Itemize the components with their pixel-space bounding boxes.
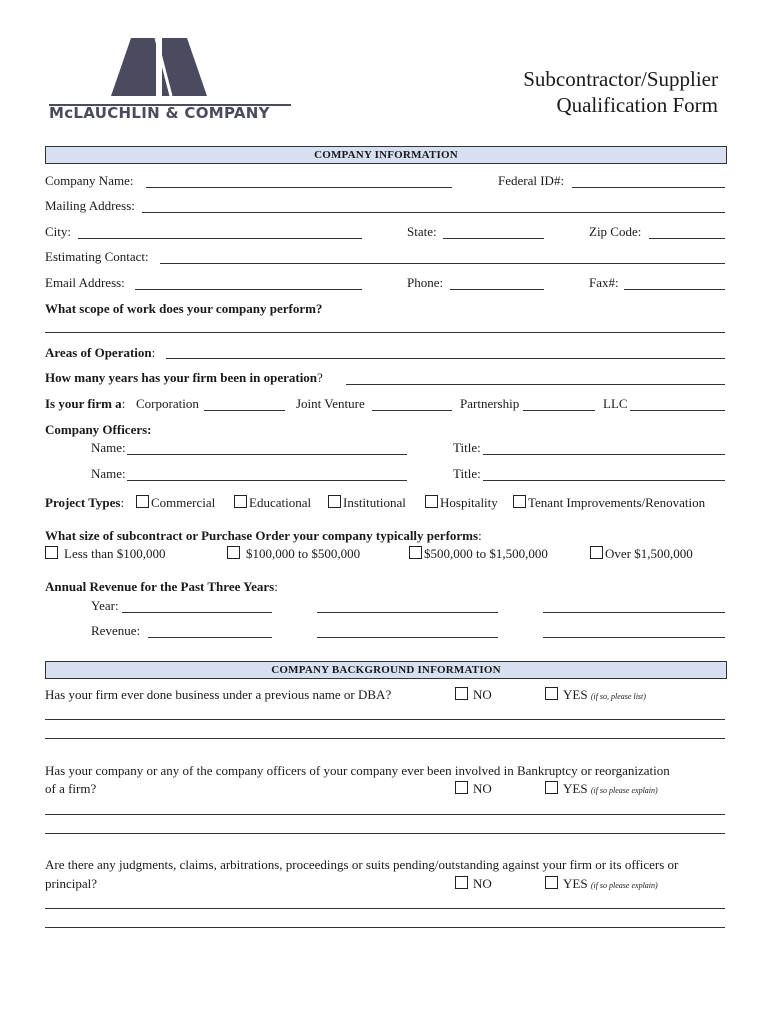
state-field[interactable] <box>443 238 544 239</box>
judgments-question-line1: Are there any judgments, claims, arbitrations, proceedings or suits pending/outstanding against your firm or its officers or <box>45 857 679 872</box>
firm-type-partnership: Partnership <box>460 396 520 411</box>
size-500k-1500k[interactable] <box>409 546 548 562</box>
firm-type-joint-venture-field[interactable] <box>372 410 452 411</box>
city-label: City: <box>45 224 72 239</box>
checkbox-label: NO <box>473 687 492 702</box>
firm-type-label: Is your firm a <box>45 396 122 411</box>
areas-field[interactable] <box>166 358 725 359</box>
officer-2-name-label: Name: <box>91 466 126 481</box>
colon: : <box>121 396 126 411</box>
officer-2-title-field[interactable] <box>483 480 725 481</box>
checkbox-label: $100,000 to $500,000 <box>246 546 361 561</box>
company-name-field[interactable] <box>146 187 452 188</box>
project-type-institutional[interactable] <box>328 495 406 511</box>
project-type-tenant-improvements[interactable] <box>513 495 705 511</box>
revenue-year-1-field[interactable] <box>122 612 272 613</box>
firm-type-llc: LLC <box>603 396 628 411</box>
judgments-question-line2: principal? <box>45 876 97 891</box>
firm-type-question <box>45 396 125 412</box>
firm-type-llc-field[interactable] <box>630 410 725 411</box>
federal-id-label: Federal ID#: <box>498 173 565 188</box>
colon: : <box>120 495 125 510</box>
officer-2-title-label: Title: <box>453 466 481 481</box>
project-types-label: Project Types <box>45 495 121 510</box>
checkbox-label: Less than $100,000 <box>64 546 166 561</box>
prev-name-no[interactable] <box>455 687 492 703</box>
hint-text: (if so please explain) <box>590 881 658 890</box>
checkbox-label: Hospitality <box>440 495 498 510</box>
section-company-background: COMPANY BACKGROUND INFORMATION <box>45 661 727 679</box>
checkbox[interactable] <box>136 495 149 508</box>
checkbox[interactable] <box>227 546 240 559</box>
checkbox[interactable] <box>455 876 468 889</box>
years-question <box>45 370 323 386</box>
estimating-contact-field[interactable] <box>160 263 725 264</box>
colon: : <box>478 528 482 543</box>
checkbox-label: Educational <box>249 495 312 510</box>
checkbox[interactable] <box>545 781 558 794</box>
years-label: How many years has your firm been in operation <box>45 370 318 385</box>
checkbox[interactable] <box>45 546 58 559</box>
fax-label: Fax#: <box>589 275 619 290</box>
city-field[interactable] <box>78 238 362 239</box>
checkbox[interactable] <box>234 495 247 508</box>
checkbox-label: YES <box>563 687 588 702</box>
revenue-label: Annual Revenue for the Past Three Years <box>45 579 275 594</box>
bankruptcy-yes[interactable] <box>545 781 658 797</box>
phone-label: Phone: <box>407 275 444 290</box>
state-label: State: <box>407 224 437 239</box>
hint-text: (if so please explain) <box>590 786 658 795</box>
form-title <box>523 66 718 118</box>
size-label: What size of subcontract or Purchase Order your company typically performs <box>45 528 479 543</box>
prev-name-question: Has your firm ever done business under a previous name or DBA? <box>45 687 392 702</box>
officer-2-name-field[interactable] <box>127 480 407 481</box>
revenue-year-2-field[interactable] <box>317 612 498 613</box>
zip-field[interactable] <box>649 238 725 239</box>
checkbox[interactable] <box>328 495 341 508</box>
prev-name-field-2[interactable] <box>45 738 725 739</box>
size-less-than-100k[interactable] <box>45 546 165 562</box>
form-title-line1: Subcontractor/Supplier <box>523 67 718 91</box>
officer-1-title-label: Title: <box>453 440 481 455</box>
project-type-commercial[interactable] <box>136 495 215 511</box>
checkbox[interactable] <box>545 876 558 889</box>
checkbox[interactable] <box>590 546 603 559</box>
federal-id-field[interactable] <box>572 187 725 188</box>
scope-field[interactable] <box>45 332 725 333</box>
revenue-amount-label: Revenue: <box>91 623 141 638</box>
years-field[interactable] <box>346 384 725 385</box>
prev-name-field-1[interactable] <box>45 719 725 720</box>
bankruptcy-field-1[interactable] <box>45 814 725 815</box>
areas-question <box>45 345 155 361</box>
checkbox-label: YES <box>563 781 588 796</box>
firm-type-partnership-field[interactable] <box>523 410 595 411</box>
email-field[interactable] <box>135 289 362 290</box>
firm-type-joint-venture: Joint Venture <box>296 396 365 411</box>
project-types-question <box>45 495 124 511</box>
revenue-amount-1-field[interactable] <box>148 637 272 638</box>
judgments-field-1[interactable] <box>45 908 725 909</box>
revenue-year-label: Year: <box>91 598 119 613</box>
checkbox[interactable] <box>545 687 558 700</box>
phone-field[interactable] <box>450 289 544 290</box>
prev-name-yes[interactable] <box>545 687 646 703</box>
colon: : <box>274 579 278 594</box>
checkbox-label: NO <box>473 876 492 891</box>
form-title-line2: Qualification Form <box>556 93 718 117</box>
project-type-educational[interactable] <box>234 495 311 511</box>
company-name-label: Company Name: <box>45 173 134 188</box>
section-company-information: COMPANY INFORMATION <box>45 146 727 164</box>
officer-1-title-field[interactable] <box>483 454 725 455</box>
checkbox-label: Tenant Improvements/Renovation <box>528 495 706 510</box>
size-over-1500k[interactable] <box>590 546 693 562</box>
checkbox-label: Commercial <box>151 495 216 510</box>
project-type-hospitality[interactable] <box>425 495 498 511</box>
colon: : <box>151 345 156 360</box>
checkbox[interactable] <box>409 546 422 559</box>
checkbox[interactable] <box>513 495 526 508</box>
scope-question: What scope of work does your company perform? <box>45 301 323 316</box>
bankruptcy-question-line2: of a firm? <box>45 781 97 796</box>
checkbox-label: $500,000 to $1,500,000 <box>424 546 548 561</box>
areas-label: Areas of Operation <box>45 345 152 360</box>
hint-text: (if so, please list) <box>590 692 646 701</box>
bankruptcy-question-line1: Has your company or any of the company officers of your company ever been involved in Bankruptcy or reorganization <box>45 763 670 778</box>
estimating-contact-label: Estimating Contact: <box>45 249 149 264</box>
revenue-amount-3-field[interactable] <box>543 637 725 638</box>
revenue-question <box>45 579 278 595</box>
checkbox[interactable] <box>455 687 468 700</box>
fax-field[interactable] <box>624 289 725 290</box>
checkbox[interactable] <box>425 495 438 508</box>
checkbox-label: NO <box>473 781 492 796</box>
email-label: Email Address: <box>45 275 125 290</box>
company-logo <box>45 38 295 122</box>
mailing-address-field[interactable] <box>142 212 725 213</box>
firm-type-corporation-field[interactable] <box>204 410 285 411</box>
officer-1-name-field[interactable] <box>127 454 407 455</box>
size-100k-500k[interactable] <box>227 546 360 562</box>
checkbox-label: YES <box>563 876 588 891</box>
zip-label: Zip Code: <box>589 224 642 239</box>
officers-label: Company Officers: <box>45 422 152 437</box>
revenue-amount-2-field[interactable] <box>317 637 498 638</box>
judgments-no[interactable] <box>455 876 492 892</box>
judgments-field-2[interactable] <box>45 927 725 928</box>
bankruptcy-field-2[interactable] <box>45 833 725 834</box>
checkbox[interactable] <box>455 781 468 794</box>
officer-1-name-label: Name: <box>91 440 126 455</box>
firm-type-corporation: Corporation <box>136 396 199 411</box>
revenue-year-3-field[interactable] <box>543 612 725 613</box>
size-question <box>45 528 482 544</box>
bankruptcy-no[interactable] <box>455 781 492 797</box>
checkbox-label: Over $1,500,000 <box>605 546 693 561</box>
question-mark: ? <box>317 370 323 385</box>
checkbox-label: Institutional <box>343 495 406 510</box>
mailing-address-label: Mailing Address: <box>45 198 135 213</box>
logo-company-name: McLAUCHLIN & COMPANY <box>49 104 270 122</box>
judgments-yes[interactable] <box>545 876 658 892</box>
